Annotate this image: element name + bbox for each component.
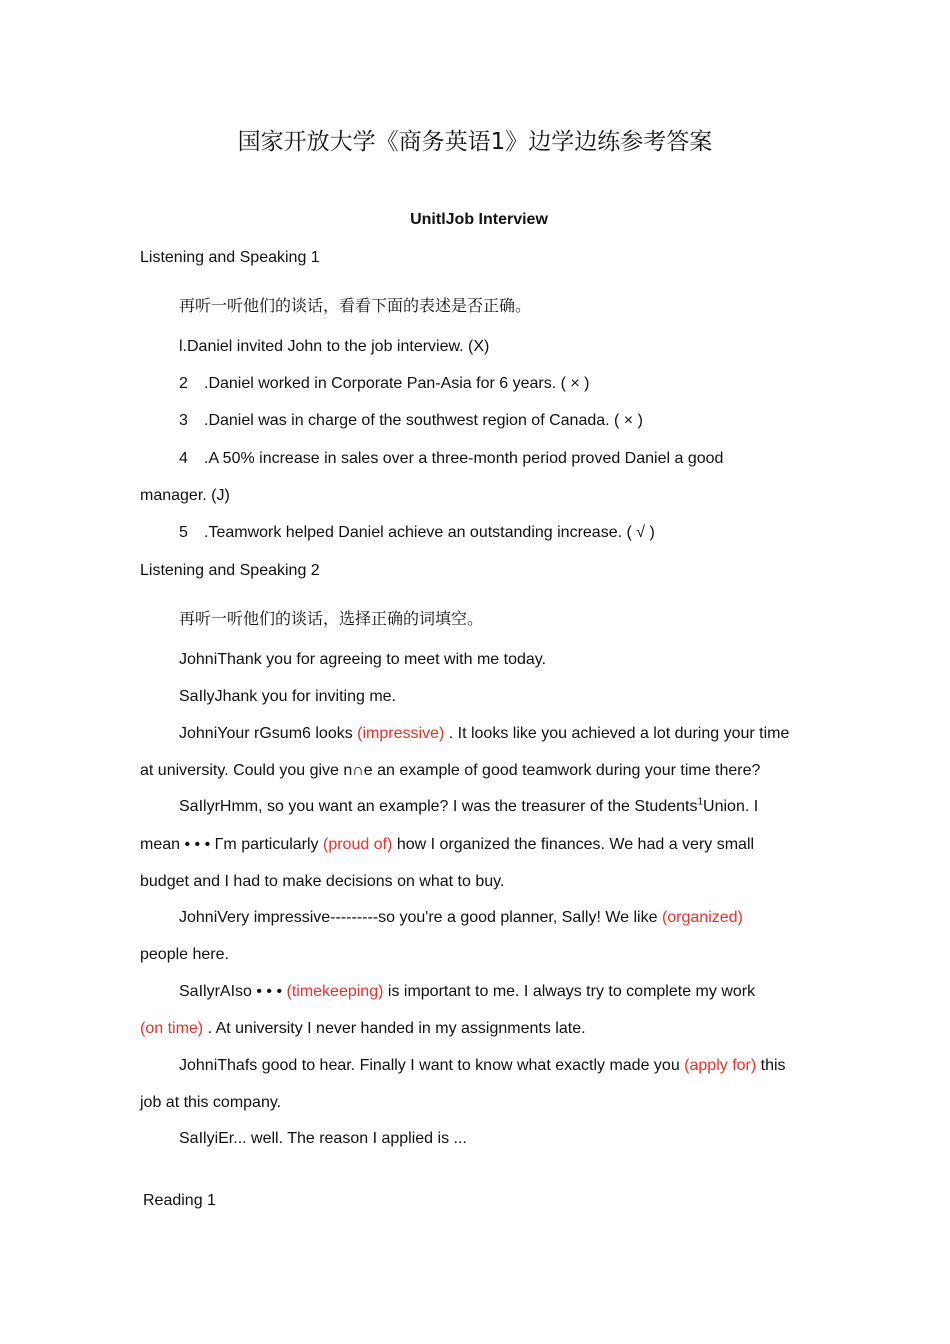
dialogue-line-13: job at this company. (140, 1094, 282, 1111)
dialogue-line-6: mean • • • Γm particularly (proud of) how I organized the finances. We had a very small (140, 836, 755, 853)
answer-on-time: (on time) (140, 1020, 204, 1037)
true-false-item-4-continued: manager. (J) (140, 487, 230, 504)
dialogue-line-1: JohniThank you for agreeing to meet with me today. (179, 651, 547, 668)
dialogue-line-14: SaIlyiEr... well. The reason I applied is ... (179, 1130, 467, 1147)
section-heading-reading-1: Reading 1 (143, 1192, 216, 1209)
answer-impressive: (impressive) (357, 725, 445, 742)
answer-apply-for: (apply for) (684, 1057, 757, 1074)
item-number: 2 (179, 375, 188, 392)
answer-organized: (organized) (661, 909, 743, 926)
answer-timekeeping: (timekeeping) (286, 983, 384, 1000)
dialogue-line-10: SaIlyrAIso • • • (timekeeping) is important to me. I always try to complete my work (179, 983, 756, 1000)
unit-title: UnitlJob Interview (410, 211, 548, 228)
dialogue-line-9: people here. (140, 946, 229, 963)
dialogue-line-11: (on time) . At university I never handed in my assignments late. (140, 1020, 586, 1037)
true-false-item-1: l.Daniel invited John to the job interview. (X) (179, 338, 490, 355)
dialogue-line-5: SaIlyrHmm, so you want an example? I was the treasurer of the Students$^1$Union. I (179, 796, 759, 815)
true-false-item-4: 4 .A 50% increase in sales over a three-month period proved Daniel a good (179, 450, 724, 467)
instruction-2: 再听一听他们的谈话，选择正确的词填空。 (179, 609, 484, 628)
dialogue-line-4: at university. Could you give n∩e an example of good teamwork during your time there? (140, 762, 761, 779)
dialogue-line-2: SaIlyJhank you for inviting me. (179, 688, 396, 705)
dialogue-line-8: JohniVery impressive---------so you're a good planner, Sally! We like (organized) (179, 909, 743, 926)
item-number: 5 (179, 524, 188, 541)
dialogue-line-12: JohniThafs good to hear. Finally I want to know what exactly made you (apply for) this (179, 1057, 786, 1074)
true-false-item-2: 2 .Daniel worked in Corporate Pan-Asia for 6 years. ( × ) (179, 375, 590, 392)
item-number: 3 (179, 412, 188, 429)
dialogue-line-7: budget and I had to make decisions on what to buy. (140, 873, 505, 890)
document-title: 国家开放大学《商务英语1》边学边练参考答案 (237, 129, 713, 155)
footnote-marker: 1 (697, 796, 704, 808)
instruction-1: 再听一听他们的谈话，看看下面的表述是否正确。 (179, 296, 532, 315)
true-false-item-3: 3 .Daniel was in charge of the southwest region of Canada. ( × ) (179, 412, 643, 429)
section-heading-listening-1: Listening and Speaking 1 (140, 249, 320, 266)
dialogue-line-3: JohniYour rGsum6 looks (impressive) . It looks like you achieved a lot during your time (179, 725, 790, 742)
answer-proud-of: (proud of) (323, 836, 393, 853)
section-heading-listening-2: Listening and Speaking 2 (140, 562, 320, 579)
true-false-item-5: 5 .Teamwork helped Daniel achieve an outstanding increase. ( √ ) (179, 524, 655, 541)
item-number: 4 (179, 450, 188, 467)
